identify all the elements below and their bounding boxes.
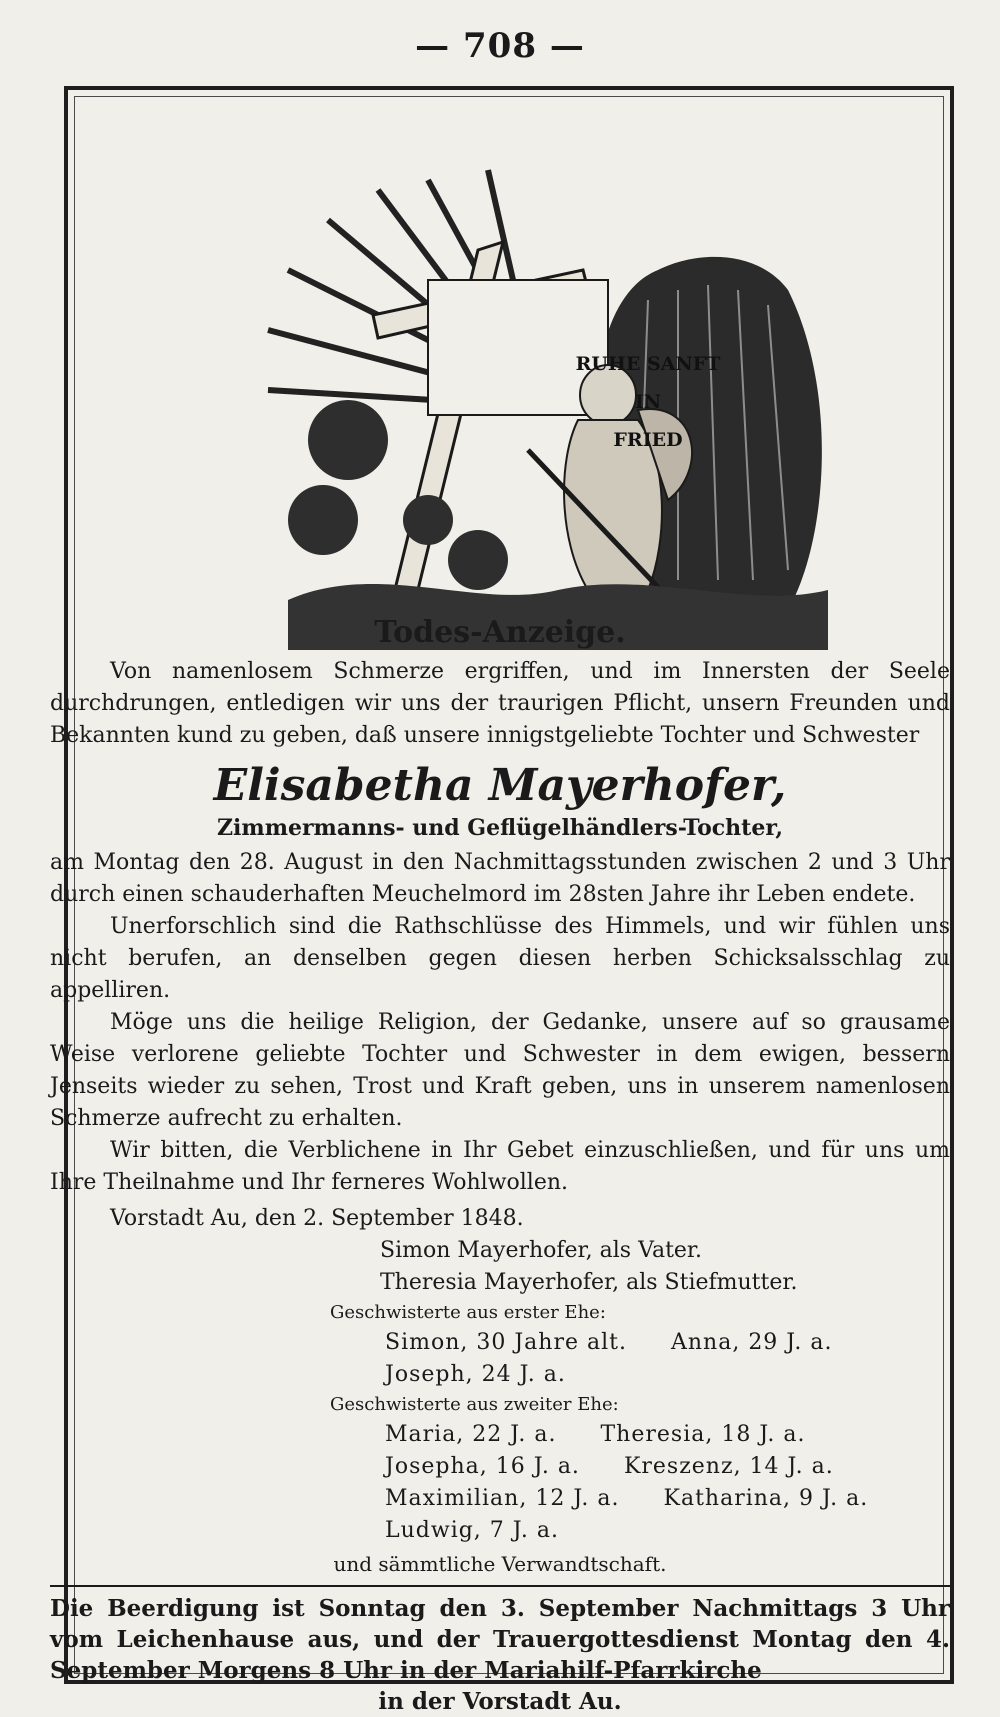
second-marriage-header: Geschwisterte aus zweiter Ehe: <box>330 1394 619 1415</box>
signature-stepmother: Theresia Mayerhofer, als Stiefmutter. <box>380 1270 798 1295</box>
memorial-engraving <box>228 140 848 670</box>
funeral-info-end: in der Vorstadt Au. <box>378 1688 622 1715</box>
funeral-info: Die Beerdigung ist Sonntag den 3. September Nachmittags 3 Uhr vom Leichenhause aus, und der Trauergottesdienst Montag den 4. September Morgens 8 Uhr in der Mariahilf-Pfarrkirche <box>50 1595 950 1684</box>
paragraph-3: Möge uns die heilige Religion, der Gedanke, unsere auf so grausame Weise verlorene geliebte Tochter und Schwester in dem ewigen, bessern Jenseits wieder zu sehen, Trost und Kraft geben, uns in unserem namenlosen Schmerze aufrecht zu erhalten. <box>50 1010 950 1131</box>
place-date: Vorstadt Au, den 2. September 1848. <box>110 1206 524 1231</box>
page-number: — 708 — <box>415 26 585 66</box>
closing-line: und sämmtliche Verwandtschaft. <box>333 1552 667 1576</box>
sibling-row <box>385 1515 950 1547</box>
sibling-entry: Theresia, 18 J. a. <box>600 1422 806 1447</box>
sibling-entry: Maximilian, 12 J. a. <box>385 1486 620 1511</box>
banner-text <box>548 345 748 459</box>
paragraph-4: Wir bitten, die Verblichene in Ihr Gebet einzuschließen, und für uns um Ihre Theilnahme und Ihr ferneres Wohlwollen. <box>50 1138 950 1195</box>
sibling-entry: Katharina, 9 J. a. <box>663 1486 869 1511</box>
notice-title: Todes-Anzeige. <box>374 615 626 650</box>
banner-line-3: FRIED <box>613 429 683 451</box>
first-marriage-header: Geschwisterte aus erster Ehe: <box>330 1302 606 1323</box>
foliage <box>288 400 508 590</box>
sibling-entry: Simon, 30 Jahre alt. <box>385 1330 627 1355</box>
sibling-row <box>385 1359 950 1391</box>
paragraph-2: Unerforschlich sind die Rathschlüsse des Himmels, und wir fühlen uns nicht berufen, an denselben gegen diesen herben Schicksalsschlag zu appelliren. <box>50 914 950 1003</box>
sibling-row <box>385 1419 950 1451</box>
sibling-entry: Maria, 22 J. a. <box>385 1422 557 1447</box>
sibling-entry: Ludwig, 7 J. a. <box>385 1518 559 1543</box>
sibling-row <box>385 1451 950 1483</box>
sibling-entry: Josepha, 16 J. a. <box>385 1454 580 1479</box>
deceased-name: Elisabetha Mayerhofer, <box>213 760 787 811</box>
sibling-entry: Joseph, 24 J. a. <box>385 1362 566 1387</box>
signatures <box>50 1235 950 1299</box>
sibling-entry: Kreszenz, 14 J. a. <box>623 1454 834 1479</box>
intro-paragraph: Von namenlosem Schmerze ergriffen, und im Innersten der Seele durchdrungen, entledigen wir uns der traurigen Pflicht, unsern Freunden und Bekannten kund zu geben, daß unsere innigstgeliebte Tochter und Schwester <box>50 659 950 748</box>
death-paragraph: am Montag den 28. August in den Nachmittagsstunden zwischen 2 und 3 Uhr durch einen schauderhaften Meuchelmord im 28sten Jahre ihr Leben endete. <box>50 850 950 907</box>
memorial-illustration <box>228 140 848 670</box>
divider-rule <box>50 1585 950 1587</box>
banner-line-1: RUHE SANFT <box>575 353 721 375</box>
sibling-row <box>385 1327 950 1359</box>
deceased-title: Zimmermanns- und Geflügelhändlers-Tochter, <box>217 815 783 841</box>
banner-line-2: IN <box>634 391 662 413</box>
sibling-entry: Anna, 29 J. a. <box>670 1330 833 1355</box>
signature-father: Simon Mayerhofer, als Vater. <box>380 1238 703 1263</box>
notice-content <box>50 615 950 1715</box>
sibling-row <box>385 1483 950 1515</box>
